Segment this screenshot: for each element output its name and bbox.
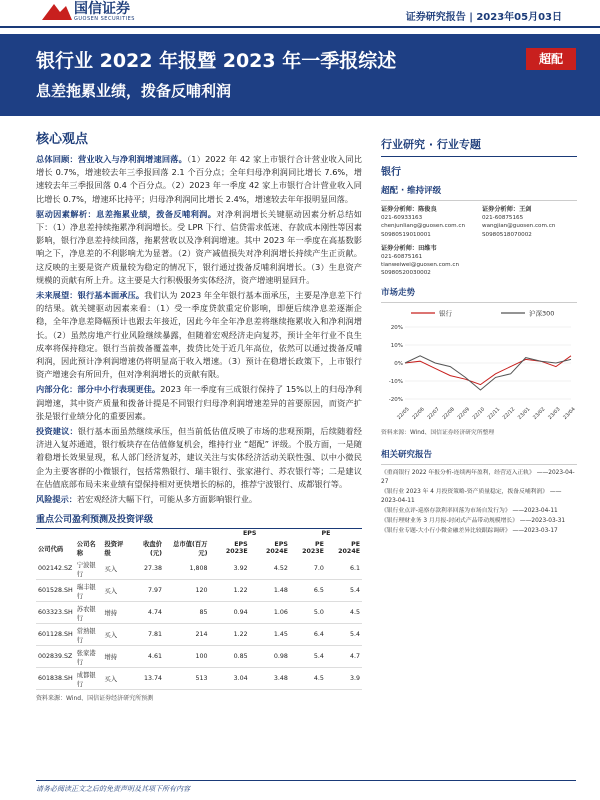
core-paragraphs xyxy=(36,153,362,506)
core-paragraph xyxy=(36,383,362,423)
rating-label: 超配 · 维持评级 xyxy=(381,184,577,201)
table-cell: 6.1 xyxy=(326,558,362,580)
table-cell: 买入 xyxy=(102,580,130,602)
analyst-name-line xyxy=(381,206,476,214)
table-cell: 3.48 xyxy=(250,668,290,690)
table-cell: 4.74 xyxy=(130,602,164,624)
x-tick-label: 22/07 xyxy=(426,406,441,421)
chart-source: 资料来源：Wind、国信证券经济研究所整理 xyxy=(381,429,495,436)
table-cell: 7.81 xyxy=(130,624,164,646)
x-tick-label: 23/02 xyxy=(532,406,547,421)
paragraph-body: 2023 年一季度有三成银行保持了 15%以上的归母净利润增速，其中资产质量和拨备计提是不同银行归母净利润增速差异的首要原因，而资产扩张是银行业绩分化的重要因素。 xyxy=(36,384,362,421)
sector-label: 银行 xyxy=(381,167,401,178)
analyst-card xyxy=(381,206,476,239)
table-cell: 3.92 xyxy=(209,558,249,580)
header-separator: | xyxy=(469,12,477,23)
analyst-role: 证券分析师： xyxy=(381,244,419,252)
table-cell: 6.4 xyxy=(290,624,326,646)
table-cell: 1.48 xyxy=(250,580,290,602)
table-cell: 买入 xyxy=(102,624,130,646)
x-tick-label: 23/01 xyxy=(516,406,532,421)
table-cell: 5.0 xyxy=(290,602,326,624)
table-cell: 1.06 xyxy=(250,602,290,624)
analyst-list xyxy=(381,206,577,278)
paragraph-heading: 内部分化：部分中小行表现更佳。 xyxy=(36,384,161,395)
x-tick-label: 22/11 xyxy=(486,406,502,421)
core-paragraph xyxy=(36,208,362,287)
analyst-role: 证券分析师： xyxy=(482,206,520,213)
table-cell: 成都银行 xyxy=(75,668,103,690)
core-title: 核心观点 xyxy=(36,132,89,147)
table-cell: 5.4 xyxy=(326,624,362,646)
table-cell: 增持 xyxy=(102,602,130,624)
related-report-link[interactable]: 《重商银行 2022 年报分析-连续两年盈利，经营迈入正轨》 ——2023-04-27 xyxy=(381,469,575,485)
table-cell: 4.52 xyxy=(250,558,290,580)
table-cell: 601528.SH xyxy=(36,580,75,602)
related-title: 相关研究报告 xyxy=(381,448,577,465)
table-source: 资料来源：Wind、国信证券经济研究所预测 xyxy=(36,695,154,703)
forecast-table-title: 重点公司盈利预测及投资评级 xyxy=(36,512,362,529)
company-logo xyxy=(40,2,135,22)
analyst-name: 王剑 xyxy=(519,206,532,213)
table-cell: 0.98 xyxy=(250,646,290,668)
table-cell: 601128.SH xyxy=(36,624,75,646)
paragraph-body: 银行基本面虽然继续承压，但当前低估值反映了市场的悲观预期，后续随着经济进入复苏通道，银行板块存在估值修复机会，维持行业 “超配” 评级。个股方面，一是随着稳增长效果显现，私人部门经济复苏，建议关注与实体经济活动关联性强、以中小微民企为主要客群的小微银行，包括常熟银行、瑞丰银行、张家港行、苏农银行等；二是建议在估值底部布局未来业绩有望保持相对更快增长的标的，推荐宁波银行、成都银行等。 xyxy=(36,426,362,489)
table-cell: 1.22 xyxy=(209,580,249,602)
analyst-cert: S0980520030002 xyxy=(381,270,431,277)
y-tick-label: -20% xyxy=(388,396,403,403)
table-row xyxy=(36,602,362,624)
table-cell: 85 xyxy=(164,602,209,624)
analyst-cert: S0980519010001 xyxy=(381,231,431,238)
table-group-header xyxy=(36,529,362,538)
rating-badge: 超配 xyxy=(526,48,576,70)
table-cell: 120 xyxy=(164,580,209,602)
series-line xyxy=(405,355,571,389)
logo-mark-icon xyxy=(40,2,74,22)
market-title: 市场走势 xyxy=(381,286,577,303)
x-tick-label: 22/06 xyxy=(411,406,426,421)
table-header-cell: PE 2023E xyxy=(302,541,324,556)
eps-group-header: EPS xyxy=(242,530,257,538)
table-header-cell: 投资评级 xyxy=(104,541,124,558)
market-chart xyxy=(381,305,577,425)
analyst-name: 田维韦 xyxy=(418,244,437,252)
table-header-cell: 公司代码 xyxy=(38,545,64,553)
paragraph-heading: 风险提示： xyxy=(36,494,77,505)
paragraph-body: 我们认为 2023 年全年银行基本面承压，主要是净息差下行的结果。就关键驱动因素来看：（1）受一季度贷款重定价影响，即便后续净息差逐渐企稳，全年净息差降幅预计也跟去年接近，因此今年全年净息差将继续拖累收入和净利润增长。（2）虽然房地产行业风险继续暴露，但随着宏观经济走向复苏，预计全年行业不良生成率将保持稳定。银行当前拨备覆盖率，拨贷比处于近几年高位，依然可以通过拨备反哺利润，因此预计净利润增速仍将明显高于收入增速。（3）预计在稳增长政策下，上市银行资产增速会有所回升，但对净利润增长的贡献有限。 xyxy=(36,290,362,380)
table-row xyxy=(36,624,362,646)
y-tick-label: 20% xyxy=(390,324,403,331)
table-row xyxy=(36,580,362,602)
x-tick-label: 22/09 xyxy=(456,406,472,421)
analyst-phone: 021-60875161 xyxy=(381,254,423,261)
industry-label: 行业研究 · 行业专题 xyxy=(381,136,577,157)
table-cell: 4.61 xyxy=(130,646,164,668)
table-cell: 买入 xyxy=(102,668,130,690)
main-column xyxy=(36,128,362,702)
table-row xyxy=(36,558,362,580)
related-report-link[interactable]: 《银行业专题-大小行小微金融差异比较跟踪调研》 ——2023-03-17 xyxy=(381,527,558,534)
table-header-row xyxy=(36,538,362,558)
core-paragraph xyxy=(36,153,362,206)
table-cell: 买入 xyxy=(102,558,130,580)
core-paragraph xyxy=(36,493,362,506)
table-cell: 1.45 xyxy=(250,624,290,646)
x-tick-label: 22/08 xyxy=(441,406,456,421)
analyst-cert: S0980518070002 xyxy=(482,231,532,238)
paragraph-heading: 总体回顾：营业收入与净利润增速回落。 xyxy=(36,154,187,164)
analyst-card xyxy=(482,206,577,239)
paragraph-body: 对净利润增长关键驱动因素分析总结如下：（1）净息差持续拖累净利润增长。受 LPR 下行、信贷需求低迷、存款成本刚性等因素影响，银行净息差持续回落，拖累营收以及净利润增速。其中 2023 年一季度在高基数影响之下，净息差的不利影响尤为显著。（2）资产减值损失对净利润增长持续产生正贡献。这反映的主要是资产质量较为稳定的情况下，银行通过拨备反哺利润增长。（3）生息资产规模的贡献有所上升。这主要是大行积极服务实体经济，资产增速明显回升。 xyxy=(36,208,362,285)
table-header-cell: EPS 2024E xyxy=(266,541,288,556)
report-title: 银行业 2022 年报暨 2023 年一季报综述 xyxy=(36,50,397,72)
table-cell: 1,808 xyxy=(164,558,209,580)
y-tick-label: -10% xyxy=(388,378,403,385)
report-type: 证券研究报告 xyxy=(405,12,466,23)
core-paragraph xyxy=(36,289,362,381)
table-cell: 513 xyxy=(164,668,209,690)
table-cell: 601838.SH xyxy=(36,668,75,690)
analyst-name-line xyxy=(482,206,577,214)
report-subtitle: 息差拖累业绩，拨备反哺利润 xyxy=(36,82,232,100)
analyst-card xyxy=(381,245,476,278)
table-cell: 214 xyxy=(164,624,209,646)
table-cell: 603323.SH xyxy=(36,602,75,624)
paragraph-heading: 投资建议： xyxy=(36,426,78,437)
legend-label: 银行 xyxy=(439,309,452,318)
table-cell: 0.85 xyxy=(209,646,249,668)
page-header xyxy=(0,0,600,28)
legend-label: 沪深300 xyxy=(529,309,555,318)
analyst-email: chenjunliang@guosen.com.cn xyxy=(381,223,466,230)
table-cell: 002142.SZ xyxy=(36,558,75,580)
table-cell: 增持 xyxy=(102,646,130,668)
pe-group-header: PE xyxy=(321,530,331,538)
table-cell: 6.5 xyxy=(290,580,326,602)
table-cell: 3.04 xyxy=(209,668,249,690)
table-header-cell: 收盘价(元) xyxy=(143,541,162,558)
paragraph-heading: 驱动因素解析：息差拖累业绩，拨备反哺利润。 xyxy=(36,208,217,219)
logo-cn: 国信证券 xyxy=(74,1,130,17)
related-list xyxy=(381,469,577,536)
table-row xyxy=(36,668,362,690)
table-cell: 4.5 xyxy=(290,668,326,690)
sidebar xyxy=(381,136,577,537)
table-group-blank xyxy=(36,529,209,538)
table-cell: 0.94 xyxy=(209,602,249,624)
analyst-name: 陈俊良 xyxy=(418,206,437,213)
analyst-role: 证券分析师： xyxy=(381,206,419,213)
logo-en: GUOSEN SECURITIES xyxy=(74,16,135,22)
x-tick-label: 22/12 xyxy=(501,406,517,421)
forecast-table xyxy=(36,529,362,690)
table-cell: 7.97 xyxy=(130,580,164,602)
table-cell: 002839.SZ xyxy=(36,646,75,668)
table-cell: 4.5 xyxy=(326,602,362,624)
table-cell: 100 xyxy=(164,646,209,668)
table-cell: 5.4 xyxy=(290,646,326,668)
table-cell: 张家港行 xyxy=(75,646,103,668)
table-cell: 13.74 xyxy=(130,668,164,690)
table-cell: 宁波银行 xyxy=(75,558,103,580)
analyst-email: tianweiwei@guosen.com.cn xyxy=(381,262,459,269)
y-tick-label: 0% xyxy=(394,360,403,367)
table-header-cell: EPS 2023E xyxy=(225,541,248,556)
table-header-cell: 总市值(百万元) xyxy=(173,541,208,558)
x-tick-label: 23/04 xyxy=(562,406,577,421)
table-cell: 7.0 xyxy=(290,558,326,580)
related-report-link[interactable]: 《银行理财业务 3 月月报-封闭式产品带动规模增长》 ——2023-03-31 xyxy=(381,517,566,524)
y-tick-label: 10% xyxy=(390,342,403,349)
table-cell: 3.9 xyxy=(326,668,362,690)
paragraph-body: 若宏观经济大幅下行，可能从多方面影响银行业。 xyxy=(76,494,258,505)
table-cell: 5.4 xyxy=(326,580,362,602)
table-cell: 27.38 xyxy=(130,558,164,580)
table-header-cell: 公司名称 xyxy=(76,541,96,558)
x-tick-label: 22/05 xyxy=(396,406,411,421)
market-chart-svg xyxy=(381,305,577,425)
paragraph-heading: 未来展望：银行基本面承压。 xyxy=(36,290,145,301)
table-cell: 1.22 xyxy=(209,624,249,646)
title-banner xyxy=(0,34,600,116)
table-row xyxy=(36,646,362,668)
report-meta xyxy=(406,8,562,23)
table-body xyxy=(36,558,362,690)
related-report-link[interactable]: 《银行业 2023 年 4 月投资策略-资产质量稳定，拨备反哺利润》 ——2023-04-11 xyxy=(381,488,562,504)
paragraph-body: （1）2022 年 42 家上市银行合计营业收入同比增长 0.7%，增速较去年三季报回落 2.1 个百分点；全年归母净利润同比增长 7.6%，增速较去年三季报回落 0.4 个百分点。（2）2023 年一季度 42 家上市银行合计营业收入同比增长 0.7%，增速环比持平；归母净利润同比增长 2.4%，增速较去年年报明显回落。 xyxy=(36,154,362,204)
table-header-cell: PE 2024E xyxy=(338,541,360,556)
x-tick-label: 22/10 xyxy=(471,406,487,421)
table-cell: 4.7 xyxy=(326,646,362,668)
analyst-name-line xyxy=(381,245,476,253)
table-cell: 常熟银行 xyxy=(75,624,103,646)
table-cell: 苏农银行 xyxy=(75,602,103,624)
core-paragraph xyxy=(36,425,362,491)
analyst-phone: 021-60875165 xyxy=(482,215,524,222)
report-date: 2023年05月03日 xyxy=(476,12,562,23)
analyst-email: wangjian@guosen.com.cn xyxy=(482,223,556,230)
analyst-phone: 021-60933163 xyxy=(381,215,423,222)
table-cell: 瑞丰银行 xyxy=(75,580,103,602)
x-tick-label: 23/03 xyxy=(547,406,562,421)
footer-disclaimer: 请务必阅读正文之后的免责声明及其项下所有内容 xyxy=(36,780,576,794)
related-report-link[interactable]: 《银行业点评-巡察存款利率回落为市场自发行为》 ——2023-04-11 xyxy=(381,507,558,514)
